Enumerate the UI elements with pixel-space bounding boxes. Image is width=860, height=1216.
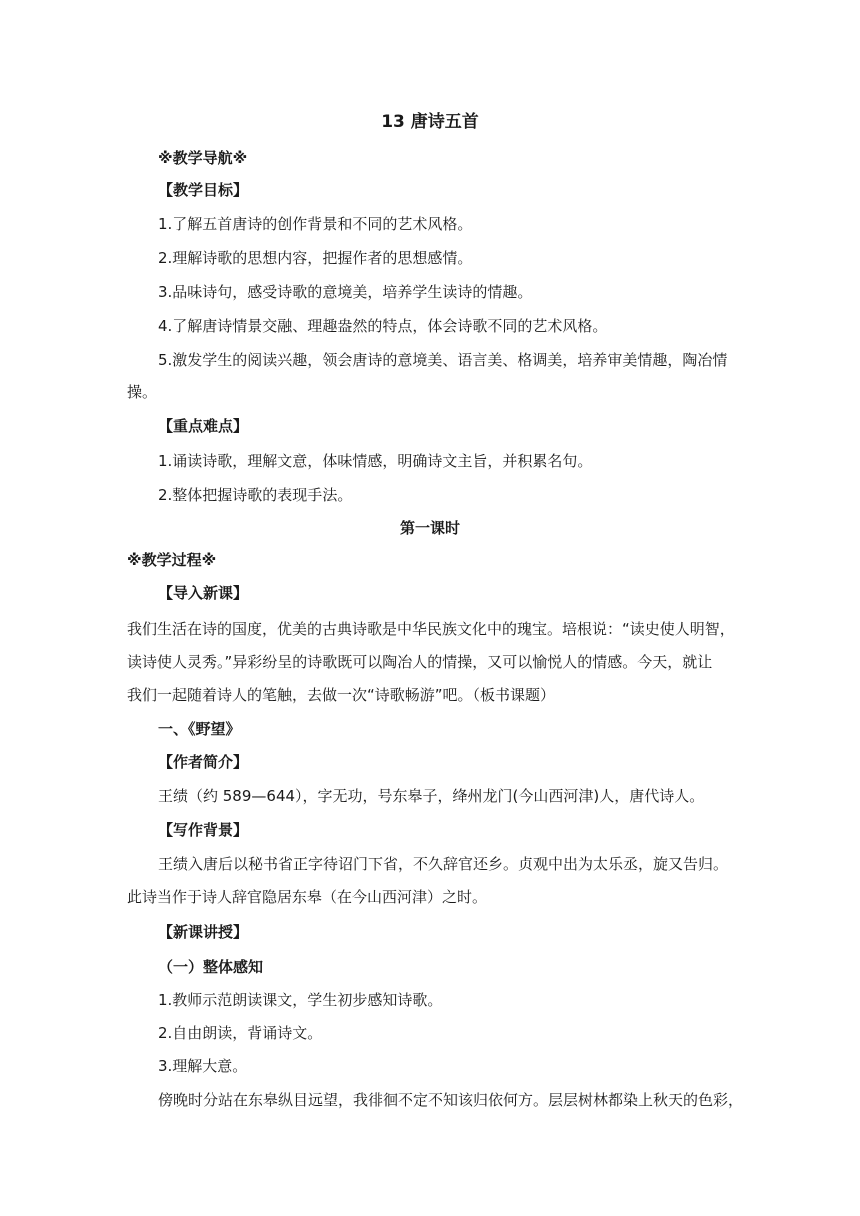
background-heading: 【写作背景】 <box>158 821 249 839</box>
key-point-item: 2.整体把握诗歌的表现手法。 <box>158 486 353 504</box>
perception-heading: （一）整体感知 <box>158 958 264 976</box>
goal-item: 3.品味诗句，感受诗歌的意境美，培养学生读诗的情趣。 <box>158 283 533 301</box>
goal-item-continued: 操。 <box>127 383 158 401</box>
goal-item: 1.了解五首唐诗的创作背景和不同的艺术风格。 <box>158 215 473 233</box>
perception-item: 1.教师示范朗读课文，学生初步感知诗歌。 <box>158 991 443 1009</box>
intro-paragraph-line: 我们生活在诗的国度，优美的古典诗歌是中华民族文化中的瑰宝。培根说：“读史使人明智， <box>127 620 735 638</box>
goal-item: 5.激发学生的阅读兴趣，领会唐诗的意境美、语言美、格调美，培养审美情趣，陶冶情 <box>158 351 728 369</box>
poem-heading: 一、《野望》 <box>158 720 241 738</box>
key-points-heading: 【重点难点】 <box>158 417 249 435</box>
goal-item: 4.了解唐诗情景交融、理趣盎然的特点，体会诗歌不同的艺术风格。 <box>158 317 608 335</box>
perception-item: 3.理解大意。 <box>158 1057 248 1075</box>
key-point-item: 1.诵读诗歌，理解文意，体味情感，明确诗文主旨，并积累名句。 <box>158 452 593 470</box>
intro-paragraph-line: 读诗使人灵秀。”异彩纷呈的诗歌既可以陶冶人的情操，又可以愉悦人的情感。今天，就让 <box>127 653 713 671</box>
author-text: 王绩（约 589—644），字无功，号东皋子，绛州龙门(今山西河津)人，唐代诗人。 <box>158 787 705 805</box>
new-lesson-heading: 【新课讲授】 <box>158 923 249 941</box>
intro-paragraph-line: 我们一起随着诗人的笔触，去做一次“诗歌畅游”吧。（板书课题） <box>127 686 556 704</box>
intro-heading: 【导入新课】 <box>158 584 249 602</box>
teaching-nav-header: ※教学导航※ <box>158 149 248 167</box>
goals-heading: 【教学目标】 <box>158 181 249 199</box>
goal-item: 2.理解诗歌的思想内容，把握作者的思想感情。 <box>158 249 473 267</box>
document-title: 13 唐诗五首 <box>381 112 479 132</box>
background-line: 此诗当作于诗人辞官隐居东皋（在今山西河津）之时。 <box>127 888 488 906</box>
teaching-process-header: ※教学过程※ <box>127 551 217 569</box>
perception-item: 2.自由朗读，背诵诗文。 <box>158 1024 323 1042</box>
lesson-title: 第一课时 <box>399 519 460 537</box>
background-line: 王绩入唐后以秘书省正字待诏门下省，不久辞官还乡。贞观中出为太乐丞，旋又告归。 <box>158 855 729 873</box>
meaning-line: 傍晚时分站在东皋纵目远望，我徘徊不定不知该归依何方。层层树林都染上秋天的色彩， <box>158 1091 744 1109</box>
author-heading: 【作者简介】 <box>158 753 249 771</box>
